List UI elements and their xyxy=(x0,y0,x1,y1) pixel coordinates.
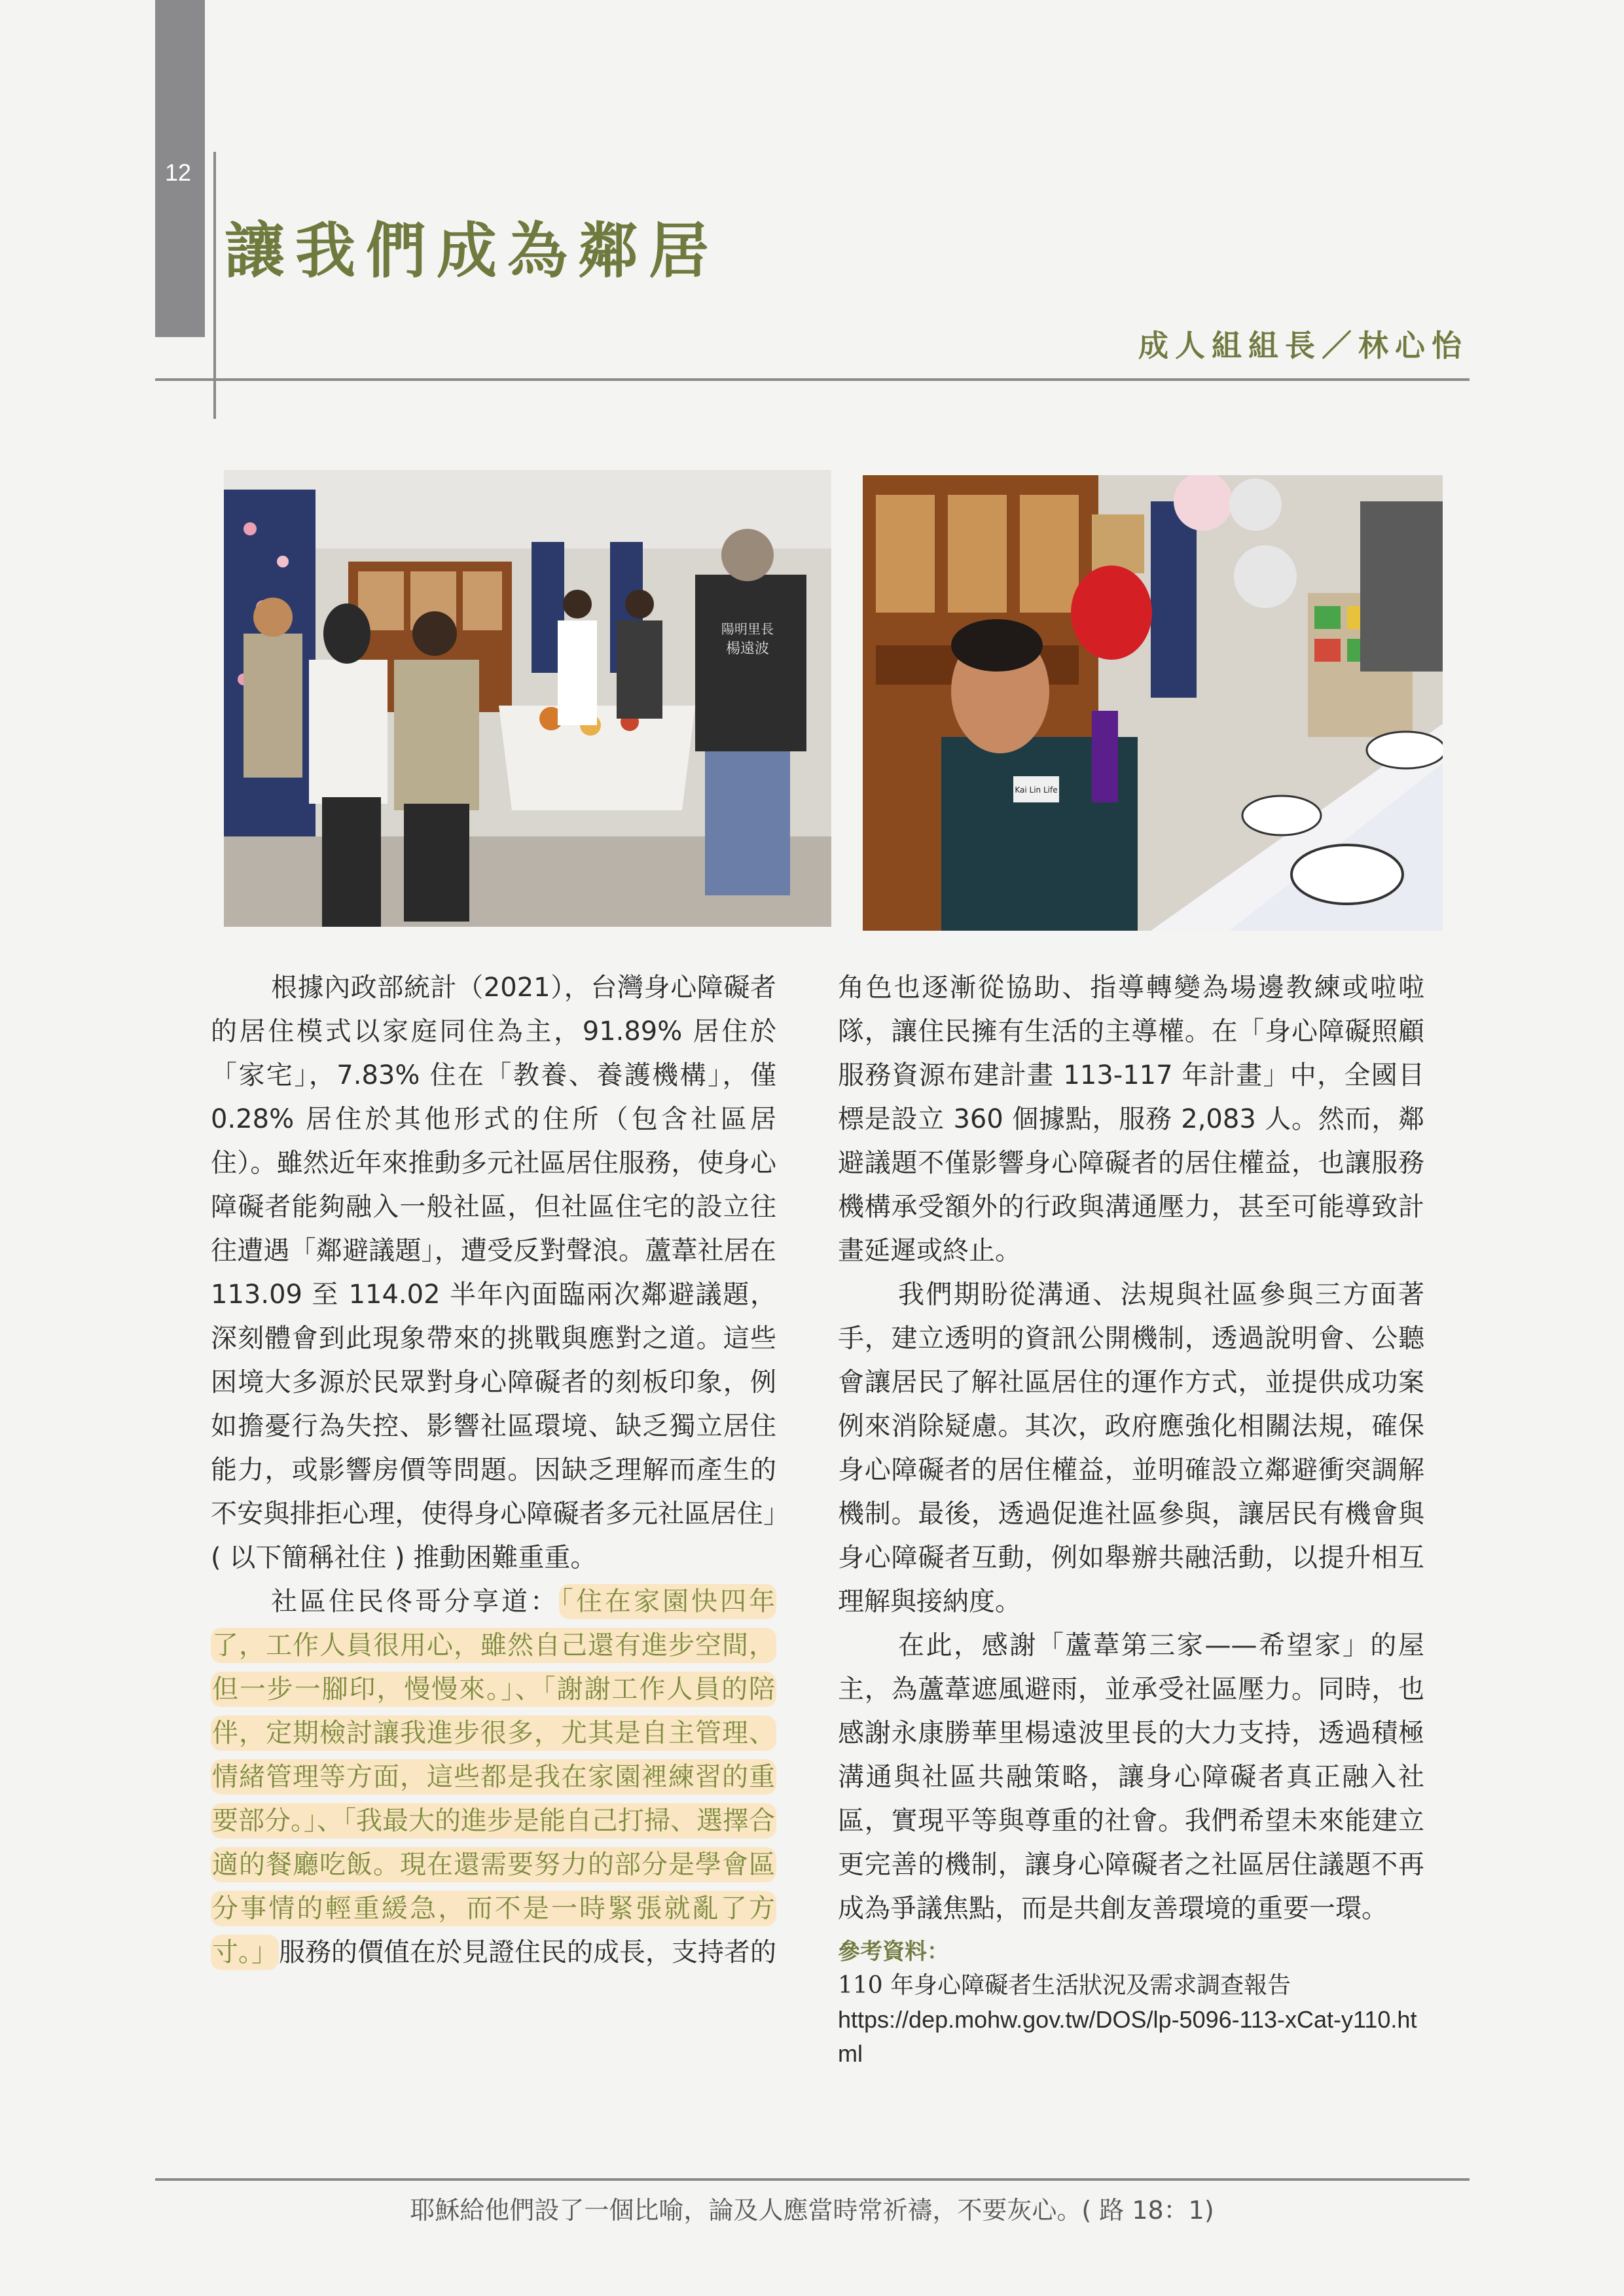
vest-text-1: 陽明里長 xyxy=(721,621,774,637)
footer-rule xyxy=(155,2178,1470,2181)
right-paragraph-2: 我們期盼從溝通、法規與社區參與三方面著手，建立透明的資訊公開機制，透過說明會、公聽會讓居民了解社區居住的運作方式，並提供成功案例來消除疑慮。其次，政府應強化相關法規，確保身心障礙者的居住權益，並明確設立鄰避衝突調解機制。最後，透過促進社區參與，讓居民有機會與身心障礙者互動，例如舉辦共融活動，以提升相互理解與接納度。 xyxy=(838,1280,1424,1617)
resident-quote: 「住在家園快四年了，工作人員很用心，雖然自己還有進步空間，但一步一腳印，慢慢來。」、「謝謝工作人員的陪伴，定期檢討讓我進步很多，尤其是自主管理、情緒管理等方面，這些都是我在家園裡練習的重要部分。」、「我最大的進步是能自己打掃、選擇合適的餐廳吃飯。現在還需要努力的部分是學會區分事情的輕重緩急，而不是一時緊張就亂了方寸。」 xyxy=(211,1584,776,1970)
article-title: 讓我們成為鄰居 xyxy=(225,216,720,286)
photo-right-balloon-resident xyxy=(863,475,1443,931)
name-tag-text: Kai Lin Life xyxy=(1015,785,1058,795)
page-number: 12 xyxy=(165,159,192,186)
left-paragraph-2-tail: 服務的價值在於見證住民的成長，支持者的 xyxy=(279,1937,776,1967)
right-paragraph-1: 角色也逐漸從協助、指導轉變為場邊教練或啦啦隊，讓住民擁有生活的主導權。在「身心障礙照顧服務資源布建計畫 113-117 年計畫」中，全國目標是設立 360 個據點，服務 2,083 人。然而，鄰避議題不僅影響身心障礙者的居住權益，也讓服務機構承受額外的行政與溝通壓力，甚至可能導致計畫延遲或終止。 xyxy=(838,973,1424,1266)
reference-url[interactable]: https://dep.mohw.gov.tw/DOS/lp-5096-113-xCat-y110.html xyxy=(838,2006,1417,2067)
quote-lead: 社區住民佟哥分享道： xyxy=(271,1587,559,1617)
left-paragraph-2 xyxy=(211,1580,776,1975)
footer-verse: 耶穌給他們設了一個比喻，論及人應當時常祈禱，不要灰心。( 路 18：1) xyxy=(410,2196,1214,2225)
reference-title: 110 年身心障礙者生活狀況及需求調查報告 xyxy=(838,1972,1291,1999)
references-label: 參考資料： xyxy=(838,1939,949,1965)
right-paragraph-3: 在此，感謝「蘆葦第三家——希望家」的屋主，為蘆葦遮風避雨，並承受社區壓力。同時，也感謝永康勝華里楊遠波里長的大力支持，透過積極溝通與社區共融策略，讓身心障礙者真正融入社區，實現平等與尊重的社會。我們希望未來能建立更完善的機制，讓身心障礙者之社區居住議題不再成為爭議焦點，而是共創友善環境的重要一環。 xyxy=(838,1630,1424,1924)
left-paragraph-1: 根據內政部統計（2021），台灣身心障礙者的居住模式以家庭同住為主，91.89% 居住於「家宅」，7.83% 住在「教養、養護機構」，僅 0.28% 居住於其他形式的住所（包含社區居住）。雖然近年來推動多元社區居住服務，使身心障礙者能夠融入一般社區，但社區住宅的設立往往遭遇「鄰避議題」，遭受反對聲浪。蘆葦社居在 113.09 至 114.02 半年內面臨兩次鄰避議題，深刻體會到此現象帶來的挑戰與應對之道。這些困境大多源於民眾對身心障礙者的刻板印象，例如擔憂行為失控、影響社區環境、缺乏獨立居住能力，或影響房價等問題。因缺乏理解而產生的不安與排拒心理，使得身心障礙者多元社區居住」( 以下簡稱社住 ) 推動困難重重。 xyxy=(211,973,776,1573)
left-column xyxy=(211,966,776,1975)
right-column xyxy=(838,966,1424,2071)
article-author: 成人組組長／林心怡 xyxy=(1138,328,1468,363)
header-rule xyxy=(155,378,1470,381)
vest-text-2: 楊遠波 xyxy=(725,641,770,657)
photo-left-group-prayer xyxy=(224,470,831,927)
